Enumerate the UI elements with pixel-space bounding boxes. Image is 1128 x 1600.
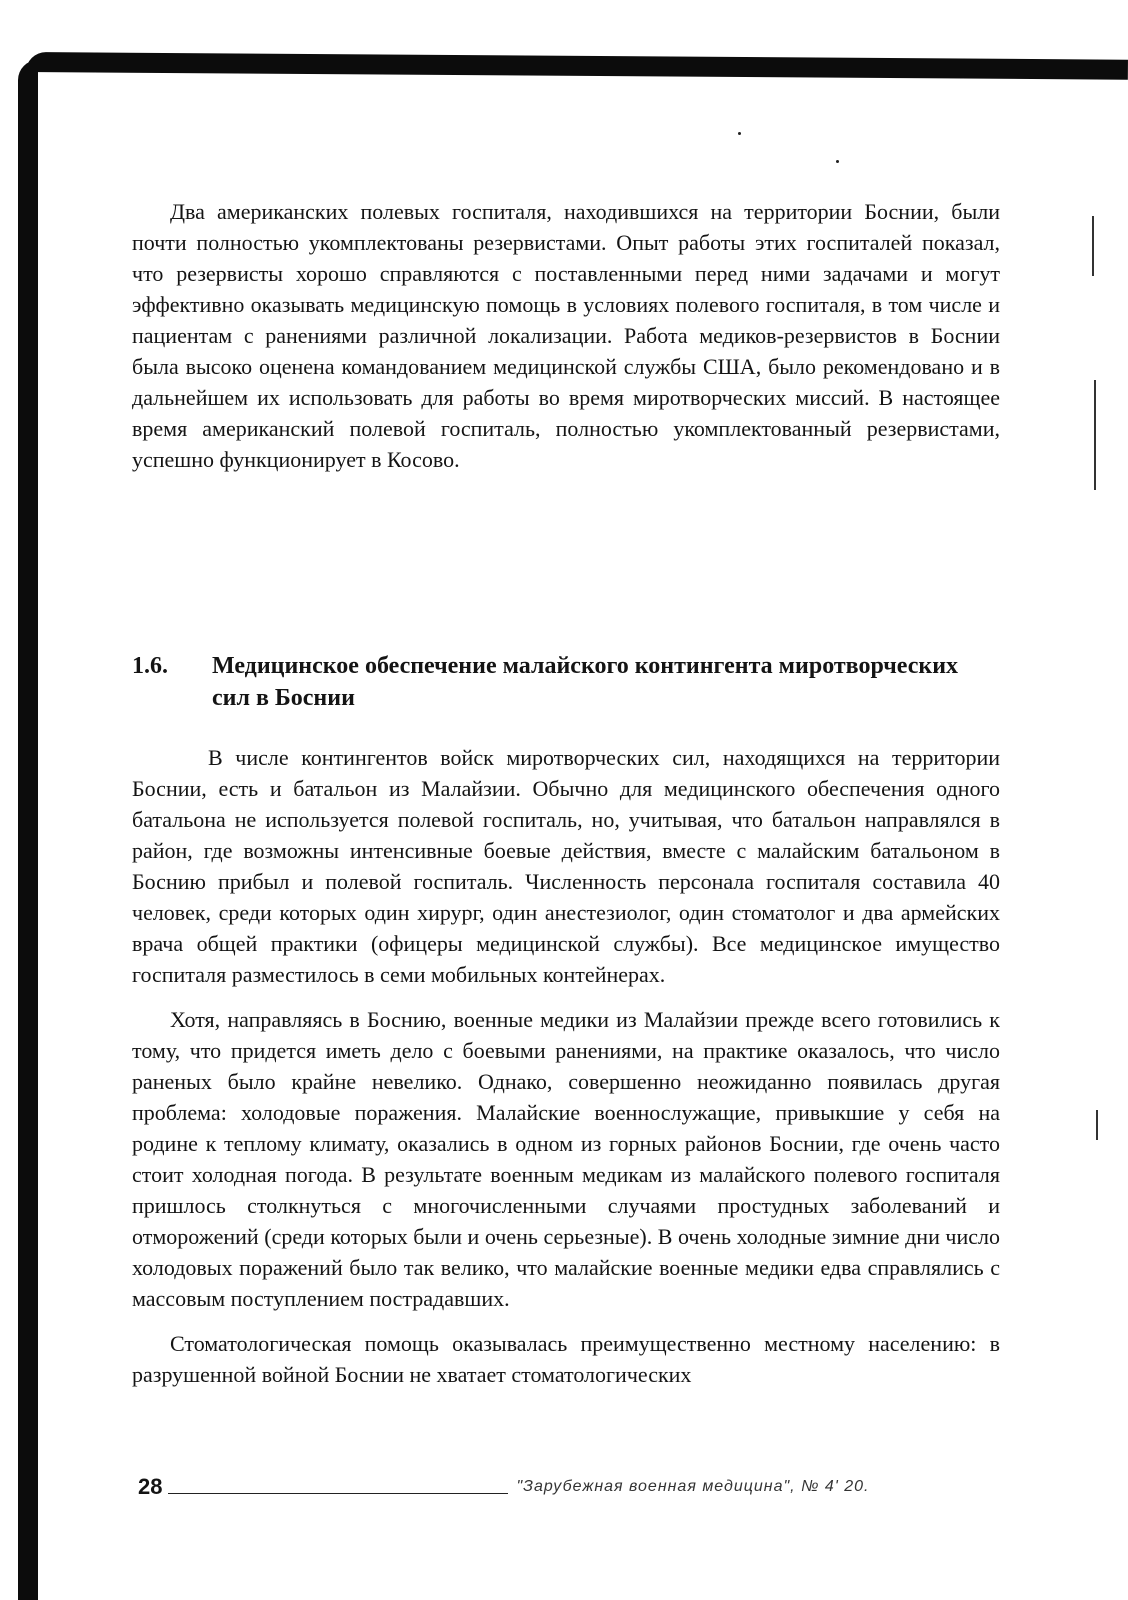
scan-edge-mark — [1092, 216, 1094, 276]
text-column — [132, 196, 1000, 475]
section-heading — [132, 650, 1000, 714]
paragraph: Стоматологическая помощь оказывалась преимущественно местному населению: в разрушенной войной Боснии не хватает стоматологических — [132, 1331, 1000, 1387]
section-number: 1.6. — [132, 653, 168, 679]
scan-edge-mark — [1096, 1110, 1098, 1140]
paragraph: Два американских полевых госпиталя, находившихся на территории Боснии, были почти полностью укомплектованы резервистами. Опыт работы этих госпиталей показал, что резервисты хорошо справляются с поставленными перед ними задачами и могут эффективно оказывать медицинскую помощь в условиях полевого госпиталя, в том числе и пациентам с ранениями различной локализации. Работа медиков-резервистов в Боснии была высоко оценена командованием медицинской службы США, было рекомендовано и в дальнейшем их использовать для работы во время миротворческих миссий. В настоящее время американский полевой госпиталь, полностью укомплектованный резервистами, успешно функционирует в Косово. — [132, 199, 1000, 472]
page-footer — [138, 1474, 968, 1500]
scan-speck — [738, 132, 741, 135]
section-title: Медицинское обеспечение малайского контингента миротворческих сил в Боснии — [212, 653, 959, 711]
paragraph: В числе контингентов войск миротворческих сил, находящихся на территории Боснии, есть и батальон из Малайзии. Обычно для медицинского обеспечения одного батальона не используется полевой госпиталь, но, учитывая, что батальон направлялся в район, где возможны интенсивные боевые действия, вместе с малайским батальоном в Боснию прибыл и полевой госпиталь. Численность персонала госпиталя составила 40 человек, среди которых один хирург, один анестезиолог, один стоматолог и два армейских врача общей практики (офицеры медицинской службы). Все медицинское имущество госпиталя разместилось в семи мобильных контейнерах. — [132, 745, 1000, 987]
footer-rule — [168, 1493, 508, 1494]
journal-reference: "Зарубежная военная медицина", № 4' 20. — [516, 1478, 870, 1495]
scan-edge-mark — [1094, 380, 1096, 490]
scan-frame-top — [26, 52, 1128, 80]
scan-frame-left — [18, 60, 38, 1600]
page-number: 28 — [138, 1474, 163, 1499]
paragraph: Хотя, направляясь в Боснию, военные медики из Малайзии прежде всего готовились к тому, что придется иметь дело с боевыми ранениями, на практике оказалось, что число раненых было крайне невелико. Однако, совершенно неожиданно появилась другая проблема: холодовые поражения. Малайские военнослужащие, привыкшие у себя на родине к теплому климату, оказались в одном из горных районов Боснии, где очень часто стоит холодная погода. В результате военным медикам из малайского полевого госпиталя пришлось столкнуться с многочисленными случаями простудных заболеваний и отморожений (среди которых были и очень серьезные). В очень холодные зимние дни число холодовых поражений было так велико, что малайские военные медики едва справлялись с массовым поступлением пострадавших. — [132, 1007, 1000, 1311]
scan-speck — [836, 160, 839, 163]
section-body — [132, 742, 1000, 1390]
